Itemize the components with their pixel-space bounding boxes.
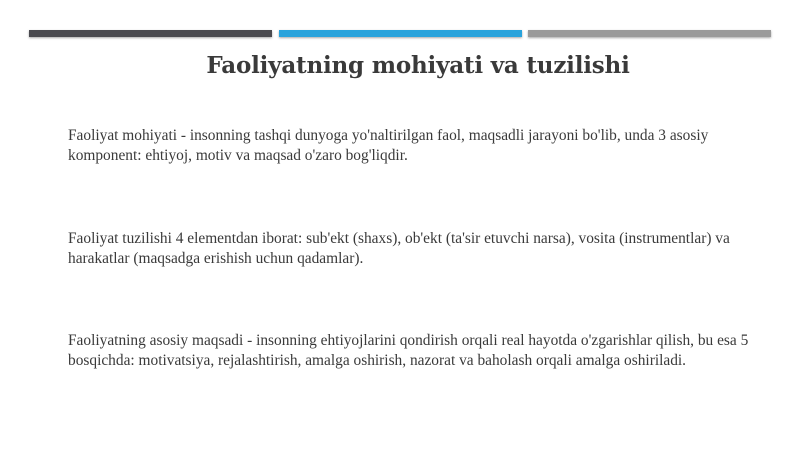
paragraph-structure: Faoliyat tuzilishi 4 elementdan iborat: sub'ekt (shaxs), ob'ekt (ta'sir etuvchi narsa), vosita (instrumentlar) va harakatlar (maqsadga erishish uchun qadamlar). (68, 230, 730, 267)
paragraph-goal: Faoliyatning asosiy maqsadi - insonning ehtiyojlarini qondirish orqali real hayotda o'zgarishlar qilish, bu esa 5 bosqichda: motivatsiya, rejalashtirish, amalga oshirish, nazorat va baholash orqali amalga oshiriladi. (68, 332, 749, 369)
header-bar-right (528, 30, 771, 37)
paragraph-essence: Faoliyat mohiyati - insonning tashqi dunyoga yo'naltirilgan faol, maqsadli jarayoni bo'lib, unda 3 asosiy komponent: ehtiyoj, motiv va maqsad o'zaro bog'liqdir. (68, 127, 709, 164)
header-bar-middle (279, 30, 522, 37)
header-bar-left (29, 30, 272, 37)
slide-title: Faoliyatning mohiyati va tuzilishi (206, 52, 630, 79)
